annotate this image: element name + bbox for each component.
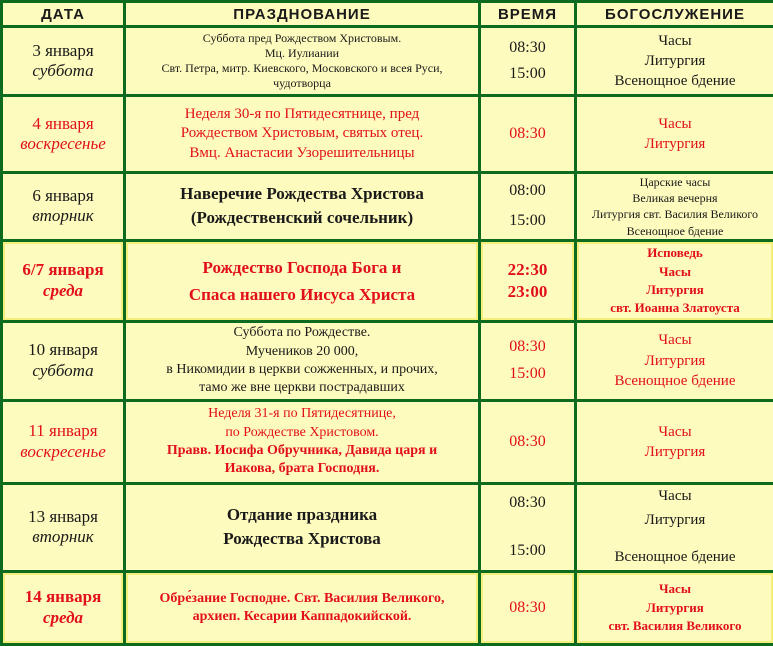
date-label: 4 января [32,113,94,133]
feast-line: Мучеников 20 000, [245,343,359,359]
time-value: 08:30 [509,338,546,356]
date-cell [3,485,123,570]
time-cell [481,402,574,482]
service-line: Часы [659,581,691,597]
feast-line: архиеп. Кесарии Каппадокийской. [192,608,412,624]
service-line: Литургия [646,281,704,297]
date-label: 13 января [28,506,98,526]
feast-line: Обре́зание Господне. Свт. Василия Великого, [159,590,445,606]
time-cell [481,242,574,320]
feast-line: Суббота пред Рождеством Христовым. [202,31,402,45]
feast-cell [126,402,478,482]
weekday-label: вторник [32,206,94,226]
weekday-label: суббота [32,61,94,80]
date-cell [3,174,123,239]
weekday-label: воскресенье [20,134,106,153]
date-cell [3,242,123,320]
time-value: 08:30 [509,124,546,142]
feast-line: по Рождестве Христовом. [225,424,379,440]
service-line: Всенощное бдение [614,73,736,90]
header-feast: ПРАЗДНОВАНИЕ [126,3,478,25]
service-cell [577,28,773,94]
time-value: 08:30 [509,598,546,616]
feast-line-bold: Правв. Иосифа Обручника, Давида царя и [166,442,438,458]
feast-cell [126,485,478,570]
header-row [3,3,773,25]
header-time: ВРЕМЯ [481,3,574,25]
feast-line: Неделя 30-я по Пятидесятнице, пред [184,105,420,122]
service-line: Литургия [644,511,706,528]
service-line: Исповедь [647,245,703,261]
feast-line-bold: Иакова, брата Господня. [224,460,380,476]
service-line: Часы [658,332,692,349]
time-value: 08:00 [509,181,546,199]
service-cell [577,174,773,239]
feast-line: Наверечие Рождества Христова [180,183,424,203]
service-line: Часы [658,488,692,505]
service-line: свт. Василия Великого [608,617,742,633]
feast-line: Суббота по Рождестве. [233,325,371,341]
feast-cell [126,97,478,171]
time-cell [481,485,574,570]
service-line: Литургия [644,52,706,69]
date-label: 6/7 января [22,260,104,280]
table-row [3,573,773,643]
service-cell [577,97,773,171]
table-row [3,323,773,399]
time-cell [481,28,574,94]
service-line: Часы [658,32,692,49]
table-row [3,28,773,94]
service-line: Литургия [644,352,706,369]
service-line: Литургия [646,599,704,615]
service-line: Всенощное бдение [614,372,736,389]
feast-cell [126,28,478,94]
date-cell [3,323,123,399]
feast-line: Вмц. Анастасии Узорешительницы [189,144,415,161]
service-line: Всенощное бдение [626,223,724,238]
time-cell [481,573,574,643]
service-line: Великая вечерня [632,191,718,206]
table-row [3,485,773,570]
date-label: 10 января [28,340,98,360]
date-cell [3,573,123,643]
time-value: 15:00 [509,542,546,560]
feast-line: Рождеством Христовым, святых отец. [180,125,424,142]
service-line: Литургия свт. Василия Великого [591,207,759,222]
table-row [3,402,773,482]
table-row [3,97,773,171]
weekday-label: среда [42,280,84,300]
weekday-label: вторник [32,527,94,547]
time-cell [481,174,574,239]
weekday-label: среда [42,607,84,627]
feast-cell [126,323,478,399]
feast-line: тамо же вне церкви пострадавших [199,379,405,395]
header-service: БОГОСЛУЖЕНИЕ [577,3,773,25]
service-line: Часы [659,263,691,279]
feast-line: Свт. Петра, митр. Киевского, Московского и всея Руси, [161,61,443,75]
service-cell [577,402,773,482]
time-cell [481,323,574,399]
time-value: 22:30 [507,259,548,279]
table-row [3,242,773,320]
feast-line: Рождества Христова [223,529,381,549]
service-line: Литургия [644,443,706,460]
time-value: 08:30 [509,432,546,450]
feast-line: чудотворца [273,76,331,90]
weekday-label: воскресенье [20,441,106,461]
service-line: свт. Иоанна Златоуста [610,299,740,315]
date-label: 14 января [24,587,102,607]
service-cell [577,485,773,570]
service-line: Часы [658,423,692,440]
feast-line: (Рождественский сочельник) [190,208,414,228]
feast-cell [126,174,478,239]
feast-cell [126,573,478,643]
date-cell [3,97,123,171]
feast-cell [126,242,478,320]
feast-line: Спаса нашего Иисуса Христа [188,284,416,304]
service-cell [577,573,773,643]
date-label: 11 января [28,421,98,441]
time-value: 15:00 [509,65,546,82]
date-cell [3,402,123,482]
header-date: ДАТА [3,3,123,25]
time-value: 08:30 [509,38,546,56]
date-label: 6 января [32,185,94,205]
service-cell [577,242,773,320]
service-line: Царские часы [639,175,711,189]
service-line: Часы [658,115,692,132]
feast-line: Отдание праздника [226,504,378,524]
time-value: 15:00 [509,364,546,382]
feast-line: Неделя 31-я по Пятидесятнице, [208,406,396,422]
time-value: 08:30 [509,493,546,511]
time-value: 23:00 [507,281,548,301]
date-label: 3 января [32,40,94,60]
feast-line: Мц. Иулиании [264,46,340,60]
weekday-label: суббота [32,360,94,380]
time-cell [481,97,574,171]
feast-line: Рождество Господа Бога и [202,257,402,277]
feast-line: в Никомидии в церкви сожженных, и прочих, [166,361,438,377]
table-row [3,174,773,239]
service-line: Всенощное бдение [614,548,736,565]
service-cell [577,323,773,399]
time-value: 15:00 [509,212,546,230]
date-cell [3,28,123,94]
service-line: Литургия [644,136,706,152]
